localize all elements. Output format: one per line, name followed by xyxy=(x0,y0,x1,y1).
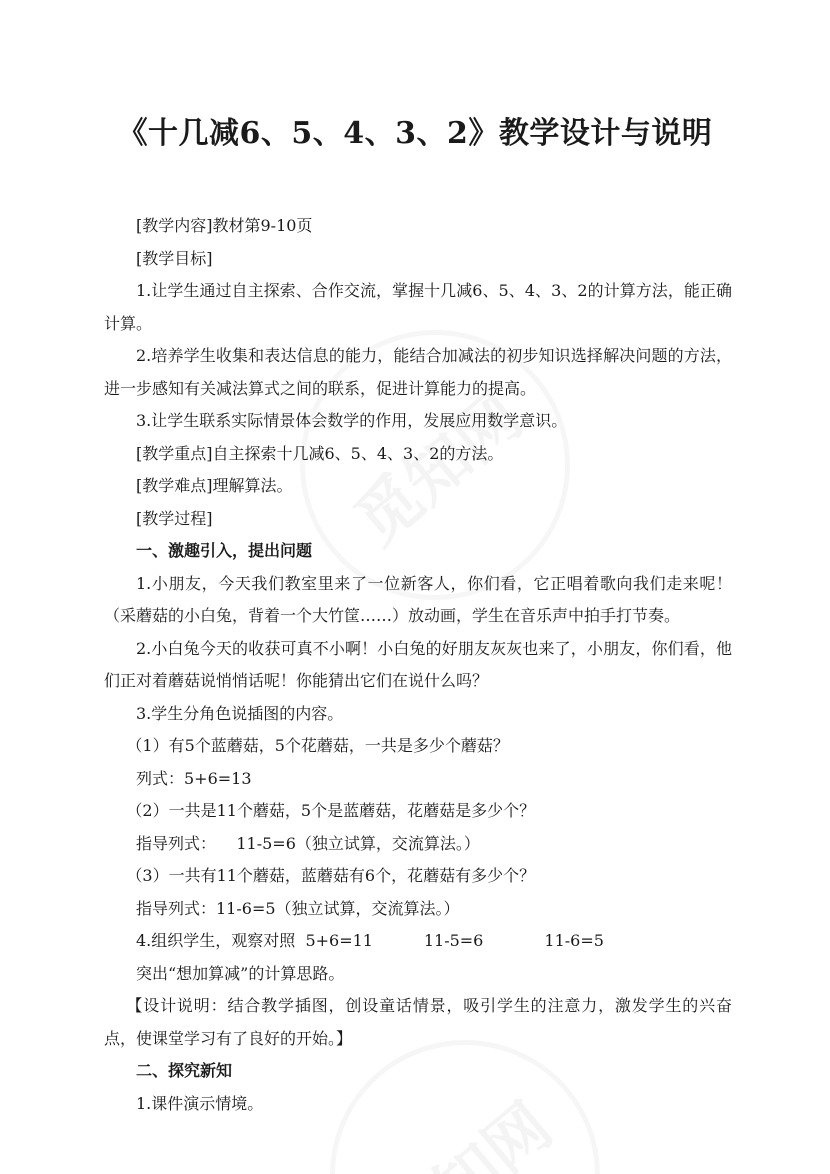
document-body xyxy=(104,210,732,1120)
paragraph-key-point: [教学重点]自主探索十几减6、5、4、3、2的方法。 xyxy=(136,443,504,463)
section-heading-1: 一、激趣引入，提出问题 xyxy=(136,541,313,560)
paragraph-equation-1: 列式：5+6=13 xyxy=(136,768,252,788)
paragraph-equation-3: 指导列式：11-6=5（独立试算，交流算法。） xyxy=(136,898,460,918)
paragraph-question-2: （2）一共是11个蘑菇，5个是蓝蘑菇，花蘑菇是多少个？ xyxy=(126,801,536,820)
paragraph-courseware: 1.课件演示情境。 xyxy=(136,1093,264,1113)
paragraph-process-heading: [教学过程] xyxy=(136,508,213,528)
paragraph-question-1: （1）有5个蓝蘑菇，5个花蘑菇，一共是多少个蘑菇？ xyxy=(126,736,509,755)
paragraph-teaching-goals-heading: [教学目标] xyxy=(136,248,213,268)
section-heading-2: 二、探究新知 xyxy=(136,1061,233,1080)
paragraph-goal-3: 3.让学生联系实际情景体会数学的作用，发展应用数学意识。 xyxy=(136,411,568,430)
paragraph-equation-2: 指导列式： 11-5=6（独立试算，交流算法。） xyxy=(136,833,480,853)
paragraph-goal-2: 2.培养学生收集和表达信息的能力，能结合加减法的初步知识选择解决问题的方法，进一步感知有关减法算式之间的联系，促进计算能力的提高。 xyxy=(104,346,732,398)
paragraph-difficulty: [教学难点]理解算法。 xyxy=(136,476,293,495)
paragraph-question-3: （3）一共有11个蘑菇，蓝蘑菇有6个，花蘑菇有多少个？ xyxy=(126,866,536,885)
paragraph-teaching-content: [教学内容]教材第9-10页 xyxy=(136,216,313,235)
document-title: 《十几减6、5、4、3、2》教学设计与说明 xyxy=(117,116,713,151)
paragraph-design-note: 【设计说明：结合教学插图，创设童话情景，吸引学生的注意力，激发学生的兴奋点，使课堂学习有了良好的开始。】 xyxy=(104,996,732,1048)
paragraph-goal-1: 1.让学生通过自主探索、合作交流，掌握十几减6、5、4、3、2的计算方法，能正确计算。 xyxy=(104,281,732,333)
paragraph-step-1: 1.小朋友，今天我们教室里来了一位新客人，你们看，它正唱着歌向我们走来呢！（采蘑菇的小白兔，背着一个大竹筐……）放动画，学生在音乐声中拍手打节奏。 xyxy=(104,573,732,625)
paragraph-step-3: 3.学生分角色说插图的内容。 xyxy=(136,703,344,723)
paragraph-step-2: 2.小白兔今天的收获可真不小啊！小白兔的好朋友灰灰也来了，小朋友，你们看，他们正对着蘑菇说悄悄话呢！你能猜出它们在说什么吗？ xyxy=(104,638,732,690)
paragraph-highlight: 突出“想加算减”的计算思路。 xyxy=(136,963,345,983)
paragraph-step-4: 4.组织学生，观察对照 5+6=11 11-5=6 11-6=5 xyxy=(136,931,604,950)
